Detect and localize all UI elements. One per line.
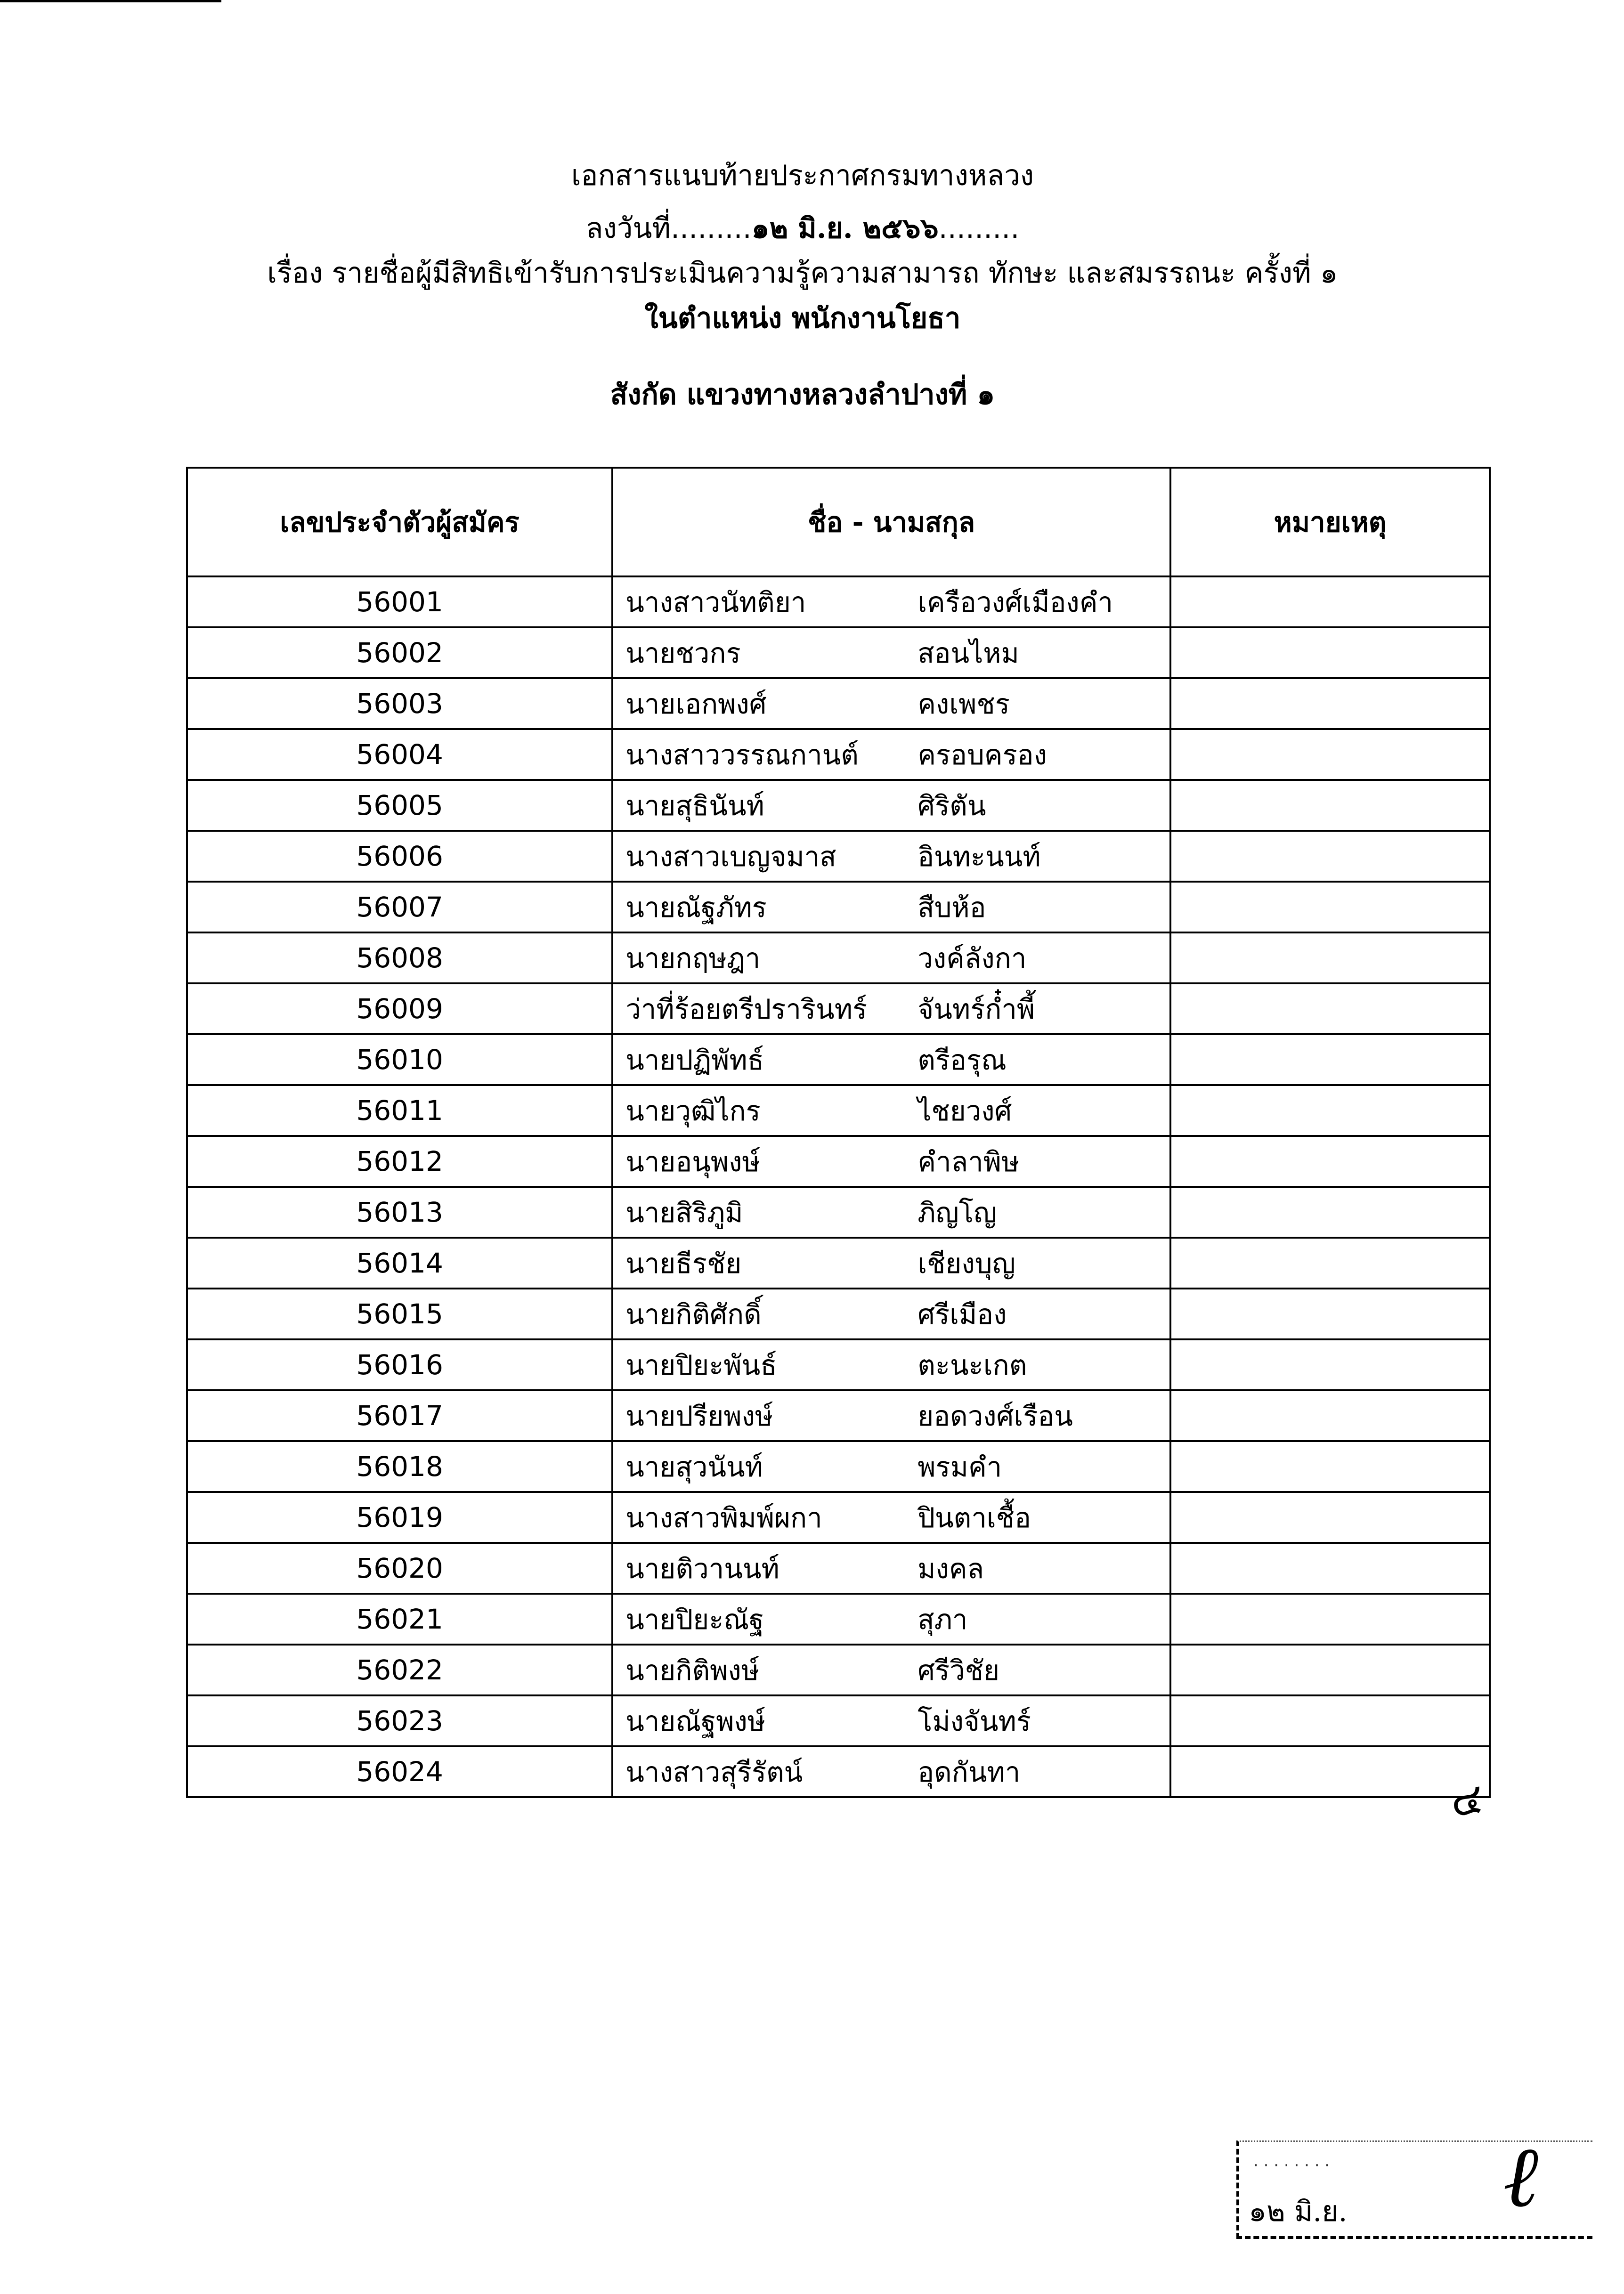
applicant-id: 56024	[187, 1746, 612, 1797]
applicant-note	[1170, 678, 1490, 729]
applicant-surname: ศรีวิชัย	[918, 1654, 1000, 1686]
applicant-fullname	[612, 1339, 1170, 1390]
applicant-id: 56021	[187, 1594, 612, 1645]
applicant-name: นายธีรชัย	[625, 1247, 742, 1280]
table-row	[187, 1746, 1490, 1797]
applicant-fullname	[612, 831, 1170, 882]
applicant-fullname	[612, 729, 1170, 780]
applicant-id: 56002	[187, 627, 612, 678]
applicant-fullname	[612, 1594, 1170, 1645]
applicant-name: นายปิยะพันธ์	[625, 1349, 777, 1381]
applicant-surname: วงค์ลังกา	[918, 942, 1027, 974]
candidate-table	[186, 467, 1491, 1798]
applicant-note	[1170, 780, 1490, 831]
applicant-fullname	[612, 983, 1170, 1034]
applicant-surname: ตะนะเกต	[918, 1349, 1027, 1381]
date-dots: .........	[938, 212, 1020, 245]
column-header-name: ชื่อ - นามสกุล	[612, 468, 1170, 576]
applicant-note	[1170, 1492, 1490, 1543]
applicant-note	[1170, 729, 1490, 780]
applicant-id: 56022	[187, 1645, 612, 1695]
table-header-row	[187, 468, 1490, 576]
applicant-name: นายติวานนท์	[625, 1552, 780, 1585]
applicant-fullname	[612, 1085, 1170, 1136]
applicant-name: ว่าที่ร้อยตรีปรารินทร์	[625, 993, 868, 1025]
applicant-surname: คำลาพิษ	[918, 1145, 1020, 1178]
applicant-name: นายกฤษฎา	[625, 942, 761, 974]
applicant-id: 56011	[187, 1085, 612, 1136]
date-dots: .........	[670, 212, 752, 245]
applicant-name: นางสาวสุรีรัตน์	[625, 1756, 803, 1788]
table-row	[187, 1695, 1490, 1746]
applicant-name: นายกิติพงษ์	[625, 1654, 759, 1686]
applicant-fullname	[612, 1187, 1170, 1238]
applicant-note	[1170, 1238, 1490, 1289]
applicant-id: 56018	[187, 1441, 612, 1492]
table-row	[187, 1238, 1490, 1289]
table-row	[187, 1187, 1490, 1238]
column-header-note: หมายเหตุ	[1170, 468, 1490, 576]
applicant-id: 56004	[187, 729, 612, 780]
applicant-name: นายวุฒิไกร	[625, 1094, 761, 1127]
applicant-surname: ปินตาเชื้อ	[918, 1501, 1031, 1534]
applicant-id: 56008	[187, 932, 612, 983]
applicant-name: นายกิติศักดิ์	[625, 1298, 762, 1330]
table-row	[187, 1136, 1490, 1187]
applicant-surname: สอนไหม	[918, 637, 1019, 669]
applicant-surname: พรมคำ	[918, 1451, 1002, 1483]
applicant-fullname	[612, 678, 1170, 729]
applicant-fullname	[612, 1136, 1170, 1187]
applicant-fullname	[612, 1238, 1170, 1289]
applicant-name: นายสุธินันท์	[625, 789, 764, 822]
table-row	[187, 882, 1490, 932]
applicant-id: 56009	[187, 983, 612, 1034]
applicant-note	[1170, 1441, 1490, 1492]
date-prefix: ลงวันที่	[585, 212, 671, 245]
applicant-fullname	[612, 1390, 1170, 1441]
applicant-fullname	[612, 1441, 1170, 1492]
table-row	[187, 1085, 1490, 1136]
signature: ℓ	[1503, 2128, 1538, 2226]
position-title: ในตำแหน่ง พนักงานโยธา	[644, 302, 961, 335]
applicant-name: นางสาวนัทติยา	[625, 586, 806, 618]
applicant-note	[1170, 1594, 1490, 1645]
applicant-note	[1170, 831, 1490, 882]
applicant-id: 56005	[187, 780, 612, 831]
applicant-id: 56003	[187, 678, 612, 729]
applicant-fullname	[612, 1034, 1170, 1085]
applicant-fullname	[612, 932, 1170, 983]
applicant-note	[1170, 983, 1490, 1034]
applicant-id: 56007	[187, 882, 612, 932]
applicant-name: นายสุวนันท์	[625, 1451, 763, 1483]
applicant-surname: เครือวงศ์เมืองคำ	[918, 586, 1113, 618]
applicant-fullname	[612, 1543, 1170, 1594]
applicant-name: นางสาวพิมพ์ผกา	[625, 1501, 822, 1534]
applicant-note	[1170, 1645, 1490, 1695]
table-row	[187, 1390, 1490, 1441]
document-title: เอกสารแนบท้ายประกาศกรมทางหลวง	[571, 159, 1034, 192]
table-row	[187, 831, 1490, 882]
applicant-id: 56006	[187, 831, 612, 882]
table-row	[187, 1441, 1490, 1492]
applicant-surname: ไชยวงศ์	[918, 1094, 1012, 1127]
applicant-fullname	[612, 1695, 1170, 1746]
applicant-id: 56023	[187, 1695, 612, 1746]
applicant-name: นายณัฐภัทร	[625, 891, 767, 924]
applicant-note	[1170, 1695, 1490, 1746]
applicant-id: 56017	[187, 1390, 612, 1441]
applicant-id: 56014	[187, 1238, 612, 1289]
stamp-date: ๑๒ มิ.ย.	[1249, 2195, 1348, 2228]
table-row	[187, 1034, 1490, 1085]
applicant-fullname	[612, 780, 1170, 831]
applicant-note	[1170, 1034, 1490, 1085]
applicant-id: 56010	[187, 1034, 612, 1085]
applicant-surname: สืบห้อ	[918, 891, 986, 924]
document-subject: เรื่อง รายชื่อผู้มีสิทธิเข้ารับการประเมินความรู้ความสามารถ ทักษะ และสมรรถนะ ครั้งที่ ๑	[267, 257, 1338, 290]
applicant-surname: มงคล	[918, 1552, 984, 1585]
applicant-surname: ครอบครอง	[918, 738, 1047, 771]
applicant-surname: ภิญโญ	[918, 1196, 997, 1229]
table-row	[187, 1594, 1490, 1645]
applicant-fullname	[612, 882, 1170, 932]
table-row	[187, 576, 1490, 627]
applicant-name: นายปฏิพัทธ์	[625, 1044, 764, 1076]
applicant-name: นายเอกพงศ์	[625, 688, 767, 720]
applicant-id: 56013	[187, 1187, 612, 1238]
applicant-surname: ศิริตัน	[918, 789, 986, 822]
applicant-note	[1170, 1187, 1490, 1238]
table-row	[187, 1543, 1490, 1594]
applicant-surname: จันทร์ก๋ำพี้	[918, 993, 1035, 1025]
date-value: ๑๒ มิ.ย. ๒๕๖๖	[751, 212, 939, 245]
applicant-fullname	[612, 576, 1170, 627]
applicant-id: 56016	[187, 1339, 612, 1390]
applicant-id: 56015	[187, 1289, 612, 1339]
applicant-surname: ตรีอรุณ	[918, 1044, 1007, 1076]
applicant-note	[1170, 932, 1490, 983]
table-row	[187, 678, 1490, 729]
applicant-name: นายชวกร	[625, 637, 741, 669]
table-row	[187, 729, 1490, 780]
table-row	[187, 983, 1490, 1034]
table-row	[187, 627, 1490, 678]
table-row	[187, 1339, 1490, 1390]
applicant-name: นายณัฐพงษ์	[625, 1705, 765, 1737]
applicant-surname: คงเพชร	[918, 688, 1010, 720]
table-row	[187, 1492, 1490, 1543]
applicant-note	[1170, 627, 1490, 678]
applicant-surname: อินทะนนท์	[918, 840, 1041, 873]
applicant-name: นายอนุพงษ์	[625, 1145, 760, 1178]
applicant-note	[1170, 1289, 1490, 1339]
applicant-note	[1170, 1339, 1490, 1390]
applicant-note	[1170, 882, 1490, 932]
received-stamp	[1236, 2128, 1592, 2239]
applicant-fullname	[612, 627, 1170, 678]
stamp-faded-text: · · · · · · · ·	[1253, 2156, 1330, 2175]
applicant-note	[1170, 1390, 1490, 1441]
applicant-surname: ศรีเมือง	[918, 1298, 1007, 1330]
applicant-note	[1170, 1543, 1490, 1594]
applicant-note	[1170, 1085, 1490, 1136]
applicant-note	[1170, 1746, 1490, 1797]
applicant-surname: ยอดวงศ์เรือน	[918, 1400, 1073, 1432]
table-row	[187, 780, 1490, 831]
column-header-id: เลขประจำตัวผู้สมัคร	[187, 468, 612, 576]
applicant-name: นางสาววรรณกานต์	[625, 738, 859, 771]
applicant-note	[1170, 1136, 1490, 1187]
applicant-fullname	[612, 1645, 1170, 1695]
applicant-id: 56001	[187, 576, 612, 627]
applicant-name: นายปิยะณัฐ	[625, 1603, 764, 1636]
table-row	[187, 1289, 1490, 1339]
applicant-note	[1170, 576, 1490, 627]
applicant-id: 56020	[187, 1543, 612, 1594]
affiliation: สังกัด แขวงทางหลวงลำปางที่ ๑	[610, 378, 995, 411]
applicant-name: นางสาวเบญจมาส	[625, 840, 836, 873]
applicant-surname: โม่งจันทร์	[918, 1705, 1031, 1737]
applicant-name: นายสิริภูมิ	[625, 1196, 743, 1229]
applicant-fullname	[612, 1746, 1170, 1797]
applicant-fullname	[612, 1289, 1170, 1339]
applicant-surname: อุดกันทา	[918, 1756, 1021, 1788]
document-date	[0, 210, 1615, 247]
applicant-name: นายปรียพงษ์	[625, 1400, 773, 1432]
applicant-id: 56012	[187, 1136, 612, 1187]
table-row	[187, 932, 1490, 983]
handwritten-page-number: ๔	[1447, 1773, 1486, 1827]
scan-edge-line	[0, 0, 221, 2]
applicant-fullname	[612, 1492, 1170, 1543]
applicant-surname: สุภา	[918, 1603, 968, 1636]
applicant-surname: เชียงบุญ	[918, 1247, 1015, 1280]
applicant-id: 56019	[187, 1492, 612, 1543]
table-row	[187, 1645, 1490, 1695]
